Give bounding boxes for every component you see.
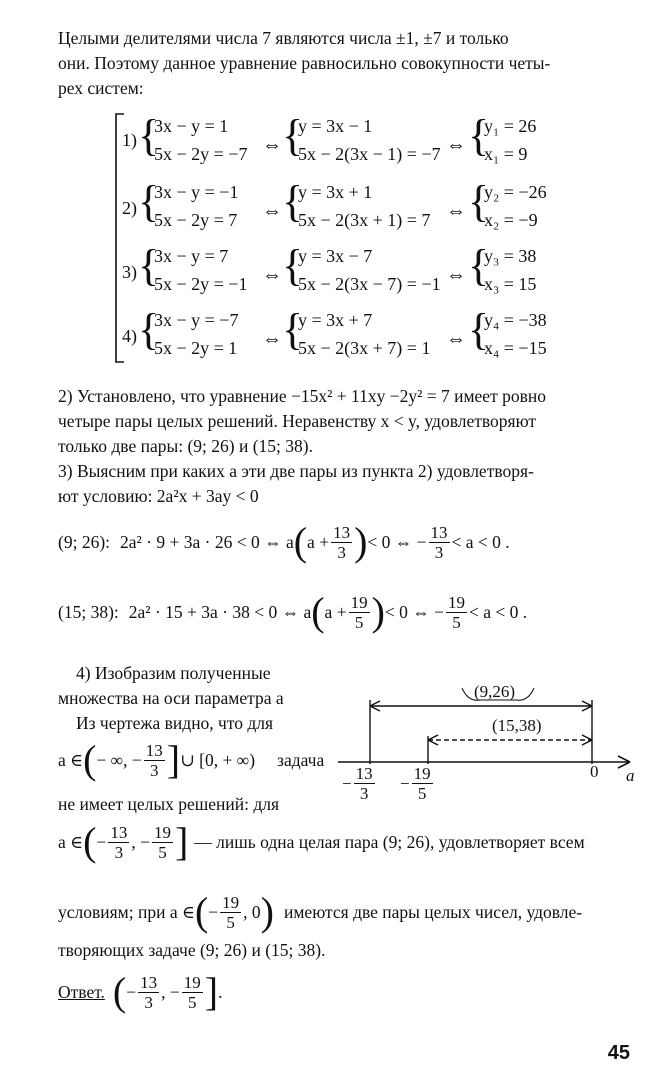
paren-left: ( [83, 737, 97, 782]
equation: x₂ = −9 [484, 210, 538, 230]
equiv-icon: ⇔ [446, 264, 466, 286]
label-15-38: (15,38) [492, 716, 542, 735]
equation: 5x − 2y = −7 [154, 144, 248, 164]
ineq-tail: < 0 ⇔ − [384, 601, 445, 622]
minus-sign: − [208, 901, 219, 922]
paren-right: ) [354, 519, 368, 564]
brace-icon: { [468, 241, 490, 290]
brace-icon: { [138, 241, 160, 290]
equiv-icon: ⇔ [446, 328, 466, 350]
system-label: 2) [122, 198, 137, 218]
step2-line-1: 2) Установлено, что уравнение −15x² + 11xy −2y² = 7 имеет ровно [58, 386, 546, 406]
answer [58, 969, 223, 1014]
ineq-end: < a < 0 . [451, 531, 510, 552]
fraction: $\frac{13}{3}$ [430, 522, 448, 562]
equation: x₄ = −15 [484, 338, 547, 358]
step2-line-2: четыре пары целых решений. Неравенству x < y, удовлетворяют [58, 411, 537, 431]
ineq-label: (15; 38): [58, 601, 119, 622]
equation: 5x − 2y = −1 [154, 274, 248, 294]
paren-right: ) [371, 589, 385, 634]
step2-line-3: только две пары: (9; 26) и (15; 38). [58, 436, 313, 456]
equation: 5x − 2(3x − 1) = −7 [298, 144, 441, 164]
step4-line-7a: условиям; при a ∈ [58, 901, 195, 922]
equation: y₃ = 38 [484, 246, 537, 266]
intro-line-1: Целыми делителями числа 7 являются числа ±1, ±7 и только [58, 28, 509, 48]
fraction: $\frac{13}{3}$ [110, 822, 128, 862]
label-a: a [626, 766, 635, 785]
brace-icon: { [282, 177, 304, 226]
intro-line-3: рех систем: [58, 78, 144, 98]
inequality-1 [58, 519, 510, 564]
equation: 5x − 2(3x + 7) = 1 [298, 338, 431, 358]
brace-icon: { [282, 305, 304, 354]
fraction: $\frac{19}{5}$ [448, 592, 466, 632]
equiv-icon: ⇔ [262, 328, 282, 350]
equation: y₄ = −38 [484, 310, 547, 330]
brace-icon: { [468, 305, 490, 354]
label-zero: 0 [590, 762, 599, 781]
brace-icon: { [282, 241, 304, 290]
label-9-26: (9,26) [474, 682, 516, 701]
bracket-right: ] [204, 969, 219, 1014]
comma-zero: , 0 [243, 901, 261, 922]
ineq-expr: 2a² · 15 + 3a · 38 < 0 ⇔ a [128, 601, 312, 622]
word-zadacha: задача [277, 749, 325, 770]
bracket-right: ] [166, 737, 181, 782]
brace-icon: { [138, 177, 160, 226]
bracket-right: ] [174, 819, 189, 864]
comma-minus: , − [161, 981, 180, 1002]
equation: y = 3x + 1 [298, 182, 373, 202]
step3-line-2: ют условию: 2a²x + 3ay < 0 [58, 486, 259, 506]
equation: 5x − 2(3x − 7) = −1 [298, 274, 441, 294]
ineq-label: (9; 26): [58, 531, 111, 552]
step3-line-1: 3) Выясним при каких a эти две пары из пункта 2) удовлетворя- [58, 461, 534, 481]
fraction: $\frac{13}{3}$ [355, 764, 373, 803]
neg-infinity: − ∞, − [96, 749, 142, 770]
set-member: a ∈ [58, 749, 84, 770]
intro-line-2: они. Поэтому данное уравнение равносильно совокупности четы- [58, 53, 551, 73]
step4-line-2: множества на оси параметра a [58, 688, 284, 708]
equation: y = 3x − 1 [298, 116, 373, 136]
equiv-icon: ⇔ [446, 134, 466, 156]
inequality-2 [58, 589, 528, 634]
equation: y = 3x − 7 [298, 246, 373, 266]
fraction: $\frac{13}{3}$ [145, 740, 163, 780]
fraction: $\frac{19}{5}$ [183, 972, 201, 1012]
fraction: $\frac{13}{3}$ [140, 972, 158, 1012]
fraction: $\frac{19}{5}$ [153, 822, 171, 862]
tick-label-13-3: − $\frac{13}{3}$ [342, 764, 373, 803]
equation: 3x − y = 7 [154, 246, 229, 266]
ineq-end: < a < 0 . [469, 601, 528, 622]
step4-line-4 [58, 737, 325, 782]
ineq-expr: 2a² · 9 + 3a · 26 < 0 ⇔ a [120, 531, 294, 552]
equation: 5x − 2y = 1 [154, 338, 238, 358]
equiv-icon: ⇔ [262, 200, 282, 222]
union-expr: ∪ [0, + ∞) [180, 749, 256, 770]
equation: 3x − y = −1 [154, 182, 239, 202]
equation: y = 3x + 7 [298, 310, 373, 330]
step4-line-5: не имеет целых решений: для [58, 794, 280, 814]
paren-right: ) [260, 889, 274, 934]
ineq-inner: a + [324, 601, 347, 622]
comma-minus: , − [131, 831, 150, 852]
equation: 3x − y = −7 [154, 310, 239, 330]
paren-left: ( [293, 519, 308, 564]
paren-left: ( [112, 969, 127, 1014]
page-number: 45 [607, 1042, 630, 1064]
fraction: $\frac{19}{5}$ [413, 764, 431, 803]
period: . [218, 981, 223, 1002]
equation: x₃ = 15 [484, 274, 537, 294]
step4-line-6-text: — лишь одна целая пара (9; 26), удовлетворяет всем [194, 831, 585, 852]
step4-line-1: 4) Изобразим полученные [76, 663, 271, 683]
minus-sign: − [126, 981, 137, 1002]
minus-sign: − [96, 831, 107, 852]
set-member: a ∈ [58, 831, 84, 852]
step4-line-6 [58, 819, 585, 864]
fraction: $\frac{19}{5}$ [222, 892, 240, 932]
answer-label: Ответ. [58, 981, 105, 1002]
system-label: 1) [122, 130, 137, 150]
equiv-icon: ⇔ [262, 264, 282, 286]
equation: 5x − 2y = 7 [154, 210, 238, 230]
equation: 3x − y = 1 [154, 116, 229, 136]
fraction: $\frac{19}{5}$ [350, 592, 368, 632]
system-label: 4) [122, 326, 137, 346]
equation: y₁ = 26 [484, 116, 537, 136]
equation: y₂ = −26 [484, 182, 547, 202]
brace-icon: { [282, 111, 304, 160]
equation: 5x − 2(3x + 1) = 7 [298, 210, 431, 230]
ineq-inner: a + [307, 531, 330, 552]
paren-left: ( [83, 819, 97, 864]
tick-label-19-5: − $\frac{19}{5}$ [400, 764, 431, 803]
equiv-icon: ⇔ [262, 134, 282, 156]
brace-icon: { [468, 177, 490, 226]
step4-line-7 [58, 889, 583, 934]
paren-left: ( [311, 589, 325, 634]
brace-icon: { [138, 305, 160, 354]
fraction: $\frac{13}{3}$ [333, 522, 351, 562]
step4-line-3: Из чертежа видно, что для [76, 713, 274, 733]
step4-line-7b: имеются две пары целых чисел, удовле- [283, 901, 583, 922]
system-label: 3) [122, 262, 137, 282]
brace-icon: { [468, 111, 490, 160]
equiv-icon: ⇔ [446, 200, 466, 222]
paren-left: ( [194, 889, 209, 934]
brace-icon: { [138, 111, 160, 160]
step4-line-8: творяющих задаче (9; 26) и (15; 38). [58, 940, 326, 960]
ineq-tail: < 0 ⇔ − [367, 531, 427, 552]
equation: x₁ = 9 [484, 144, 528, 164]
